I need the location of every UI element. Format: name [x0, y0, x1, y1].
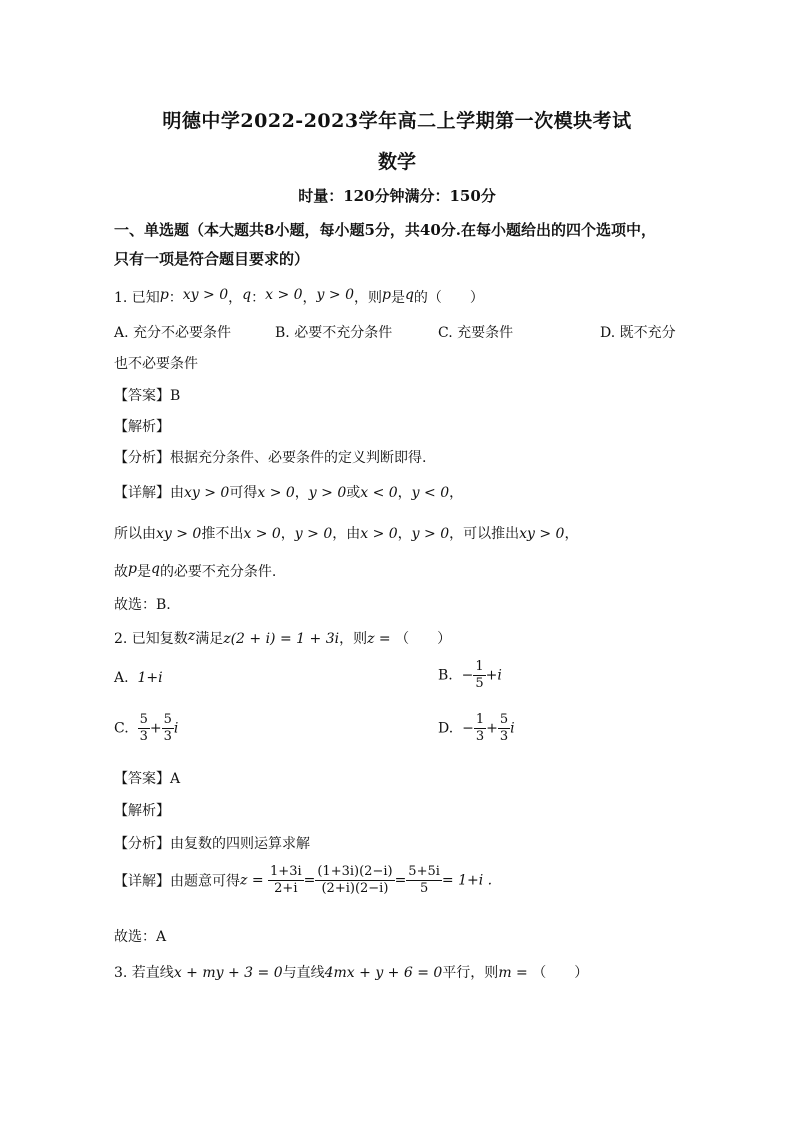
text-run: 推不出: [201, 526, 244, 542]
option-value: +i: [485, 667, 502, 684]
text-run: 与直线: [282, 965, 325, 981]
numerator: 5: [139, 712, 148, 727]
q2-conclusion: 故选：A: [114, 929, 167, 945]
text-run: = （ ）: [374, 631, 452, 647]
math-expr: xy > 0: [184, 485, 230, 501]
text-run: 平行，则: [442, 965, 499, 981]
q1-q-symbol: q: [150, 561, 160, 577]
text-run: ，: [397, 485, 412, 501]
text-run: = （ ）: [511, 965, 589, 981]
fraction: [498, 712, 510, 745]
minus-sign: −: [462, 720, 474, 737]
denominator: 3: [139, 729, 148, 744]
section-heading-line2: 只有一项是符合题目要求的）: [114, 250, 310, 268]
numerator: 5: [163, 712, 172, 727]
text-run: 的必要不充分条件.: [159, 564, 277, 580]
q1-detail-line2: [114, 523, 578, 543]
q1-is: 是: [390, 290, 405, 306]
numerator: 1: [475, 659, 484, 674]
text-run: 满足: [195, 631, 224, 647]
q2-stem: [114, 628, 451, 648]
q1-analysis-label: 【解析】: [114, 419, 170, 435]
math-expr: xy > 0: [519, 526, 565, 542]
plus-sign: +: [149, 720, 162, 737]
math-expr: z: [187, 628, 196, 644]
fraction: [162, 712, 174, 745]
text-run: ，: [449, 485, 464, 501]
numerator: 5+5i: [408, 864, 440, 879]
exam-title: 明德中学2022-2023学年高二上学期第一次模块考试: [162, 110, 632, 132]
math-expr: = 1+i .: [441, 872, 493, 889]
fraction: [474, 712, 486, 745]
math-expr: x > 0: [243, 526, 281, 542]
fraction: [138, 712, 150, 745]
math-expr: y > 0: [308, 485, 347, 501]
q1-p-symbol: p: [381, 287, 391, 303]
text-run: 可得: [229, 485, 258, 501]
q1-option-d: D. 既不充分: [600, 325, 676, 341]
q2-fenxi: 【分析】由复数的四则运算求解: [114, 836, 310, 852]
math-expr: x > 0: [257, 485, 295, 501]
text-run: ，: [564, 526, 579, 542]
math-expr: xy > 0: [156, 526, 202, 542]
q1-detail-line1: [114, 482, 463, 502]
numerator: (1+3i)(2−i): [317, 864, 393, 879]
q2-option-a: [114, 670, 163, 686]
text-run: 所以由: [114, 526, 156, 542]
numerator: 1: [475, 712, 485, 727]
denominator: 3: [163, 729, 172, 744]
q1-option-b: B. 必要不充分条件: [275, 325, 393, 341]
q1-stem-prefix: 1. 已知: [114, 290, 160, 306]
q2-analysis-label: 【解析】: [114, 803, 170, 819]
text-run: 或: [346, 485, 361, 501]
q3-stem: [114, 962, 588, 982]
numerator: 5: [499, 712, 509, 727]
math-expr: y > 0: [294, 526, 333, 542]
math-expr: x > 0: [360, 526, 398, 542]
option-label: D.: [438, 720, 454, 737]
denominator: 5: [419, 881, 429, 896]
text-run: ，: [397, 526, 412, 542]
q2-stem-prefix: 2. 已知复数: [114, 631, 188, 647]
q2-option-d: [438, 712, 515, 745]
q1-cond-xy: xy > 0: [182, 287, 229, 303]
fraction: [406, 864, 442, 897]
q1-p-symbol: p: [128, 561, 137, 577]
math-expr: y < 0: [411, 485, 450, 501]
text-run: ，: [280, 526, 295, 542]
option-label: B.: [438, 667, 453, 684]
q1-detail-lead: 【详解】由: [114, 485, 184, 501]
time-score-info: 时量：120分钟满分：150分: [298, 187, 496, 205]
q3-line2-equation: 4mx + y + 6 = 0: [324, 965, 443, 981]
math-expr: z: [367, 631, 375, 647]
option-label: C.: [114, 720, 129, 737]
q1-option-c: C. 充要条件: [438, 325, 514, 341]
option-value: i: [173, 720, 179, 737]
denominator: 3: [499, 729, 509, 744]
numerator: 1+3i: [270, 864, 302, 879]
q2-equation: z(2 + i) = 1 + 3i: [223, 631, 340, 647]
q2-option-c: [114, 712, 178, 745]
q2-answer: 【答案】A: [114, 771, 181, 787]
equals-sign: =: [247, 872, 269, 889]
q1-fenxi: 【分析】根据充分条件、必要条件的定义判断即得.: [114, 450, 427, 466]
math-expr: m: [498, 965, 512, 981]
text-run: ，由: [332, 526, 361, 542]
denominator: 5: [475, 676, 484, 691]
text-run: 【详解】由题意可得: [114, 873, 240, 890]
q1-option-d-cont: 也不必要条件: [114, 356, 198, 372]
option-label: A.: [114, 670, 129, 686]
q1-comma: ，: [228, 290, 243, 306]
section-heading-line1: 一、单选题（本大题共8小题，每小题5分，共40分.在每小题给出的四个选项中，: [114, 221, 656, 239]
equals-sign: =: [394, 872, 407, 889]
q1-colon: ：: [251, 290, 266, 306]
q1-stem: [114, 287, 484, 307]
q1-option-a: A. 充分不必要条件: [114, 325, 232, 341]
q3-stem-prefix: 3. 若直线: [114, 965, 174, 981]
q3-line1-equation: x + my + 3 = 0: [173, 965, 283, 981]
text-run: ，: [294, 485, 309, 501]
q1-p-symbol: p: [159, 287, 169, 303]
q1-colon: ：: [168, 290, 183, 306]
fraction: [315, 864, 394, 897]
fraction: [268, 864, 304, 897]
math-expr: x < 0: [360, 485, 398, 501]
q1-cond-x: x > 0: [265, 287, 303, 303]
text-run: 是: [136, 564, 151, 580]
text-run: ，则: [339, 631, 368, 647]
minus-sign: −: [461, 667, 474, 684]
denominator: (2+i)(2−i): [321, 881, 389, 896]
q1-q-symbol: q: [242, 287, 252, 303]
q2-detail: [114, 864, 492, 897]
subject-title: 数学: [377, 151, 416, 173]
text-run: 故: [114, 564, 128, 580]
plus-sign: +: [486, 720, 498, 737]
option-value: i: [510, 720, 515, 737]
option-value: 1+i: [137, 670, 163, 686]
math-expr: z: [240, 872, 248, 889]
q1-answer: 【答案】B: [114, 388, 181, 404]
q1-cond-y: y > 0: [316, 287, 354, 303]
q1-detail-line3: [114, 561, 276, 581]
q1-comma: ，: [302, 290, 317, 306]
denominator: 2+i: [274, 881, 298, 896]
denominator: 3: [475, 729, 485, 744]
math-expr: y > 0: [411, 526, 450, 542]
q1-conclusion: 故选：B.: [114, 597, 171, 613]
q2-option-b: [438, 659, 502, 692]
q1-stem-mid: ，则: [353, 290, 382, 306]
text-run: ，可以推出: [449, 526, 520, 542]
fraction: [473, 659, 485, 692]
q1-stem-suffix: 的（ ）: [413, 290, 484, 306]
q1-q-symbol: q: [404, 287, 414, 303]
equals-sign: =: [303, 872, 316, 889]
